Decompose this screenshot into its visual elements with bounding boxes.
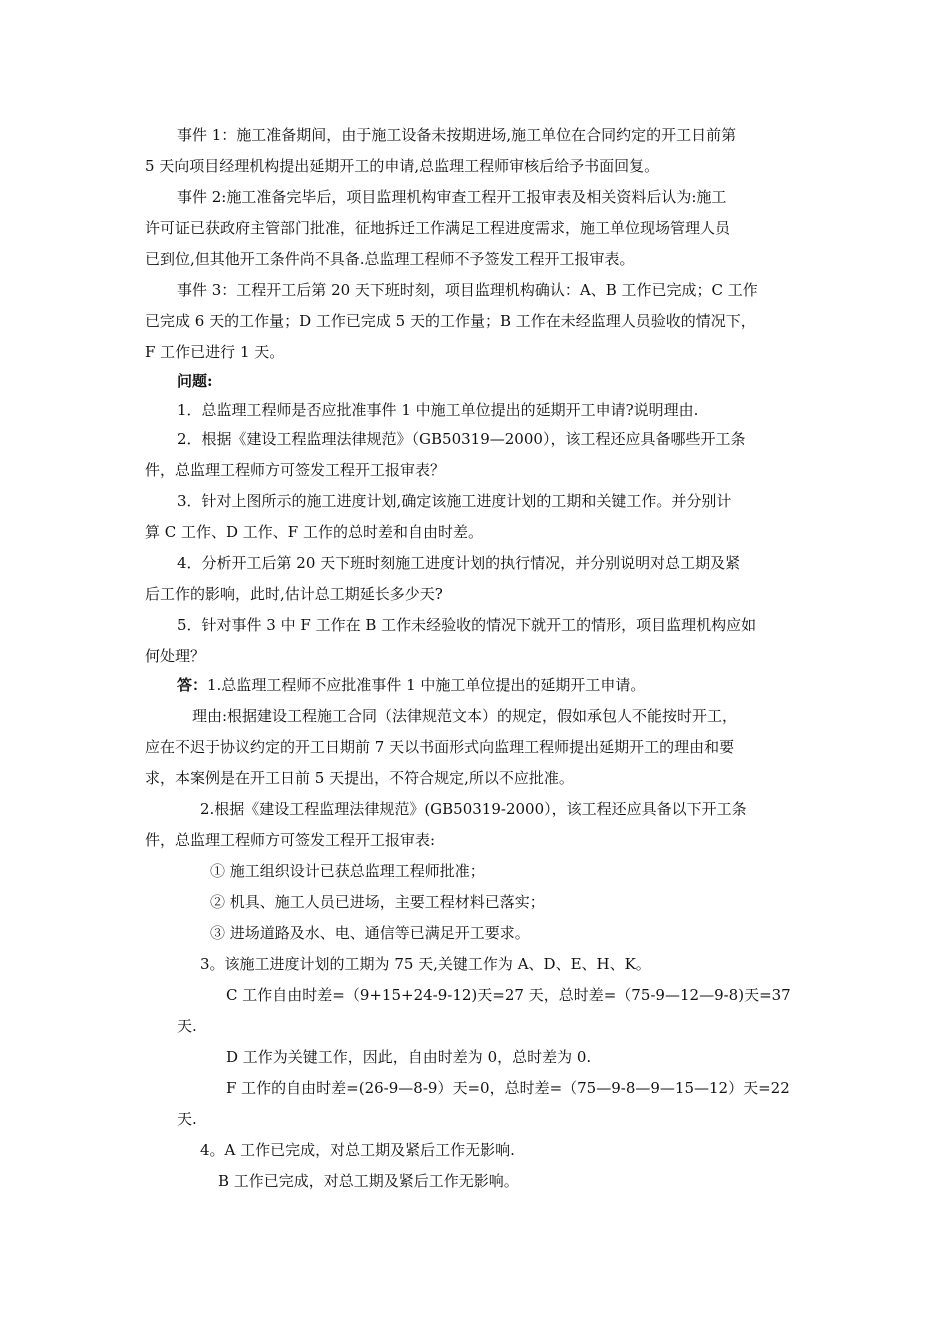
f-work-line-1: F 工作的自由时差=(26-9—8-9）天=0，总时差=（75—9-8—9—15—12）天=22: [226, 1079, 790, 1097]
reason-line-2: 应在不迟于协议约定的开工日期前 7 天以书面形式向监理工程师提出延期开工的理由和要: [145, 738, 735, 756]
event-1-line-1: 事件 1：施工准备期间，由于施工设备未按期进场,施工单位在合同约定的开工日前第: [177, 126, 737, 144]
answer-2-line-1: 2.根据《建设工程监理法律规范》(GB50319-2000），该工程还应具备以下开工条: [200, 800, 747, 818]
answer-2-line-2: 件，总监理工程师方可签发工程开工报审表:: [145, 831, 436, 849]
question-4-line-1: 4．分析开工后第 20 天下班时刻施工进度计划的执行情况，并分别说明对总工期及紧: [177, 554, 741, 572]
questions-heading: 问题:: [177, 372, 213, 390]
event-1-line-2: 5 天向项目经理机构提出延期开工的申请,总监理工程师审核后给予书面回复。: [145, 157, 660, 175]
reason-line-1: 理由:根据建设工程施工合同（法律规范文本）的规定，假如承包人不能按时开工，: [192, 707, 738, 725]
event-2-line-3: 已到位,但其他开工条件尚不具备.总监理工程师不予签发工程开工报审表。: [145, 250, 635, 268]
question-5-line-2: 何处理？: [145, 647, 206, 665]
answer-4-line: 4。A 工作已完成，对总工期及紧后工作无影响.: [200, 1141, 515, 1159]
answer-1-text: 1.总监理工程师不应批准事件 1 中施工单位提出的延期开工申请。: [207, 676, 646, 694]
question-2-line-1: 2．根据《建设工程监理法律规范》（GB50319—2000），该工程还应具备哪些开工条: [177, 430, 746, 448]
c-work-line-1: C 工作自由时差=（9+15+24-9-12)天=27 天，总时差=（75-9—12—9-8)天=37: [226, 986, 791, 1004]
event-3-line-1: 事件 3：工程开工后第 20 天下班时刻，项目监理机构确认：A、B 工作已完成；C 工作: [177, 281, 758, 299]
question-2-line-2: 件，总监理工程师方可签发工程开工报审表？: [145, 461, 446, 479]
d-work-line: D 工作为关键工作，因此，自由时差为 0，总时差为 0.: [226, 1048, 592, 1066]
event-2-line-1: 事件 2:施工准备完毕后，项目监理机构审查工程开工报审表及相关资料后认为:施工: [177, 188, 727, 206]
question-5-line-1: 5．针对事件 3 中 F 工作在 B 工作未经验收的情况下就开工的情形，项目监理机构应如: [177, 616, 757, 634]
event-3-line-2: 已完成 6 天的工作量；D 工作已完成 5 天的工作量；B 工作在未经监理人员验收的情况下，: [145, 312, 756, 330]
condition-2: ② 机具、施工人员已进场，主要工程材料已落实；: [210, 893, 545, 911]
answer-4-b-line: B 工作已完成，对总工期及紧后工作无影响。: [218, 1172, 519, 1190]
event-3-line-3: F 工作已进行 1 天。: [145, 343, 285, 361]
f-work-line-2: 天.: [177, 1110, 197, 1128]
c-work-line-2: 天.: [177, 1017, 197, 1035]
condition-3: ③ 进场道路及水、电、通信等已满足开工要求。: [210, 924, 530, 942]
answer-1: [177, 675, 645, 695]
question-3-line-1: 3．针对上图所示的施工进度计划,确定该施工进度计划的工期和关键工作。并分别计: [177, 492, 732, 510]
reason-line-3: 求，本案例是在开工日前 5 天提出，不符合规定,所以不应批准。: [145, 769, 574, 787]
event-2-line-2: 许可证已获政府主管部门批准，征地拆迁工作满足工程进度需求，施工单位现场管理人员: [145, 219, 731, 237]
question-4-line-2: 后工作的影响，此时,估计总工期延长多少天?: [145, 585, 443, 603]
question-3-line-2: 算 C 工作、D 工作、F 工作的总时差和自由时差。: [145, 523, 483, 541]
answer-3-line: 3。该施工进度计划的工期为 75 天,关键工作为 A、D、E、H、K。: [200, 955, 651, 973]
question-1-line-1: 1．总监理工程师是否应批准事件 1 中施工单位提出的延期开工申请?说明理由.: [177, 401, 699, 419]
condition-1: ① 施工组织设计已获总监理工程师批准；: [210, 862, 485, 880]
answer-label: 答：: [177, 676, 208, 694]
